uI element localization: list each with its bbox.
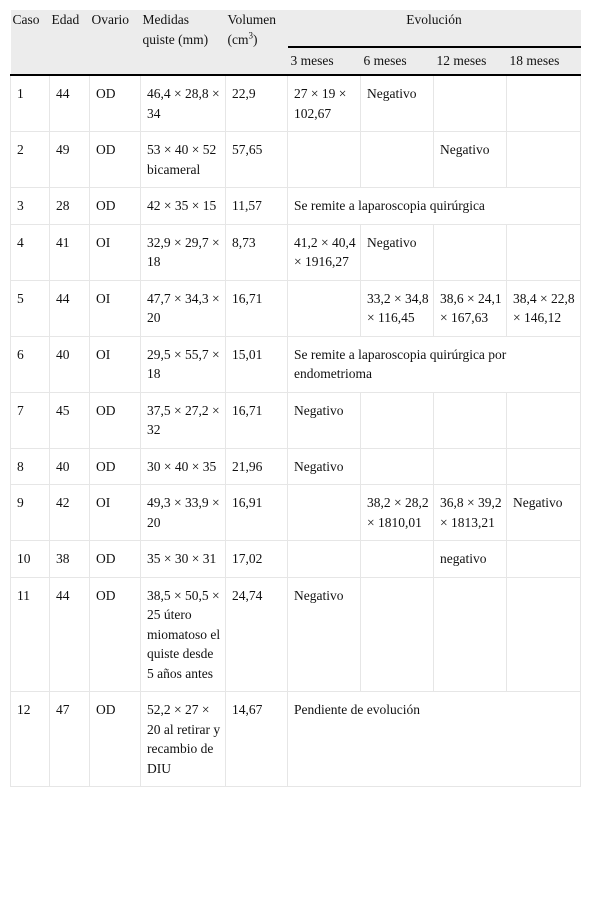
cell-ovario: OD bbox=[90, 188, 141, 225]
cell-m12 bbox=[434, 392, 507, 448]
cell-caso: 1 bbox=[11, 75, 50, 132]
cell-caso: 10 bbox=[11, 541, 50, 578]
header-12-meses: 12 meses bbox=[434, 47, 507, 75]
cell-m6: 33,2 × 34,8 × 116,45 bbox=[361, 280, 434, 336]
cell-m6 bbox=[361, 448, 434, 485]
cell-m18: 38,4 × 22,8 × 146,12 bbox=[507, 280, 581, 336]
cell-m18 bbox=[507, 392, 581, 448]
cell-ovario: OD bbox=[90, 541, 141, 578]
table-row bbox=[11, 541, 581, 578]
cell-ovario: OD bbox=[90, 392, 141, 448]
table-row bbox=[11, 692, 581, 787]
header-volumen-close: ) bbox=[253, 31, 258, 47]
cell-m3: 27 × 19 × 102,67 bbox=[288, 75, 361, 132]
table-row bbox=[11, 485, 581, 541]
cell-ovario: OD bbox=[90, 132, 141, 188]
cell-m18 bbox=[507, 541, 581, 578]
header-volumen-text: Volumen (cm bbox=[227, 12, 277, 47]
cell-caso: 6 bbox=[11, 336, 50, 392]
cell-edad: 28 bbox=[50, 188, 90, 225]
cell-caso: 5 bbox=[11, 280, 50, 336]
cell-medidas: 35 × 30 × 31 bbox=[141, 541, 226, 578]
cell-evolucion-note: Pendiente de evolución bbox=[288, 692, 581, 787]
cell-m3 bbox=[288, 485, 361, 541]
cell-m18 bbox=[507, 577, 581, 692]
cell-ovario: OI bbox=[90, 485, 141, 541]
cell-caso: 12 bbox=[11, 692, 50, 787]
header-3-meses: 3 meses bbox=[288, 47, 361, 75]
cell-evolucion-note: Se remite a laparoscopia quirúrgica por endometrioma bbox=[288, 336, 581, 392]
cell-medidas: 47,7 × 34,3 × 20 bbox=[141, 280, 226, 336]
cell-m6 bbox=[361, 132, 434, 188]
header-18-meses: 18 meses bbox=[507, 47, 581, 75]
cell-edad: 38 bbox=[50, 541, 90, 578]
cell-m6 bbox=[361, 541, 434, 578]
header-volumen bbox=[226, 10, 288, 75]
cell-medidas: 32,9 × 29,7 × 18 bbox=[141, 224, 226, 280]
cell-caso: 2 bbox=[11, 132, 50, 188]
cell-m12: negativo bbox=[434, 541, 507, 578]
cell-medidas: 49,3 × 33,9 × 20 bbox=[141, 485, 226, 541]
cell-m3 bbox=[288, 280, 361, 336]
cyst-evolution-table bbox=[10, 10, 581, 787]
cell-ovario: OD bbox=[90, 577, 141, 692]
cell-caso: 9 bbox=[11, 485, 50, 541]
cell-m6 bbox=[361, 577, 434, 692]
cell-edad: 44 bbox=[50, 75, 90, 132]
header-6-meses: 6 meses bbox=[361, 47, 434, 75]
cell-edad: 40 bbox=[50, 336, 90, 392]
cell-m12: 36,8 × 39,2 × 1813,21 bbox=[434, 485, 507, 541]
cell-caso: 11 bbox=[11, 577, 50, 692]
cell-volumen: 22,9 bbox=[226, 75, 288, 132]
cell-medidas: 46,4 × 28,8 × 34 bbox=[141, 75, 226, 132]
cell-caso: 3 bbox=[11, 188, 50, 225]
cell-m12 bbox=[434, 577, 507, 692]
table-body bbox=[11, 75, 581, 787]
cell-edad: 44 bbox=[50, 577, 90, 692]
table-row bbox=[11, 577, 581, 692]
cell-ovario: OD bbox=[90, 692, 141, 787]
table-row bbox=[11, 280, 581, 336]
cell-m12: 38,6 × 24,1 × 167,63 bbox=[434, 280, 507, 336]
cell-m18 bbox=[507, 448, 581, 485]
cell-volumen: 14,67 bbox=[226, 692, 288, 787]
cell-ovario: OI bbox=[90, 224, 141, 280]
table-row bbox=[11, 448, 581, 485]
cell-m18 bbox=[507, 224, 581, 280]
cell-medidas: 29,5 × 55,7 × 18 bbox=[141, 336, 226, 392]
cell-m6 bbox=[361, 392, 434, 448]
cell-ovario: OD bbox=[90, 448, 141, 485]
cell-m3: 41,2 × 40,4 × 1916,27 bbox=[288, 224, 361, 280]
cell-volumen: 57,65 bbox=[226, 132, 288, 188]
cell-m3 bbox=[288, 541, 361, 578]
cell-volumen: 11,57 bbox=[226, 188, 288, 225]
cell-volumen: 8,73 bbox=[226, 224, 288, 280]
table-row bbox=[11, 75, 581, 132]
cell-m12 bbox=[434, 224, 507, 280]
cell-m12 bbox=[434, 448, 507, 485]
cell-volumen: 24,74 bbox=[226, 577, 288, 692]
cell-medidas: 53 × 40 × 52 bicameral bbox=[141, 132, 226, 188]
cell-m6: 38,2 × 28,2 × 1810,01 bbox=[361, 485, 434, 541]
cell-ovario: OD bbox=[90, 75, 141, 132]
table-row bbox=[11, 188, 581, 225]
cell-volumen: 21,96 bbox=[226, 448, 288, 485]
header-evolucion: Evolución bbox=[288, 10, 581, 47]
cell-m18 bbox=[507, 75, 581, 132]
cell-m3: Negativo bbox=[288, 577, 361, 692]
header-edad: Edad bbox=[50, 10, 90, 75]
cell-m18 bbox=[507, 132, 581, 188]
cell-caso: 8 bbox=[11, 448, 50, 485]
cell-medidas: 52,2 × 27 × 20 al retirar y recambio de DIU bbox=[141, 692, 226, 787]
cell-caso: 4 bbox=[11, 224, 50, 280]
cell-volumen: 15,01 bbox=[226, 336, 288, 392]
table-row bbox=[11, 392, 581, 448]
cell-medidas: 42 × 35 × 15 bbox=[141, 188, 226, 225]
cell-volumen: 16,71 bbox=[226, 280, 288, 336]
cell-m18: Negativo bbox=[507, 485, 581, 541]
header-medidas: Medidas quiste (mm) bbox=[141, 10, 226, 75]
cell-m3: Negativo bbox=[288, 392, 361, 448]
cell-ovario: OI bbox=[90, 336, 141, 392]
cell-edad: 41 bbox=[50, 224, 90, 280]
table-row bbox=[11, 336, 581, 392]
header-volumen-superscript: 3 bbox=[248, 30, 253, 40]
cell-medidas: 37,5 × 27,2 × 32 bbox=[141, 392, 226, 448]
cell-edad: 45 bbox=[50, 392, 90, 448]
cell-m3: Negativo bbox=[288, 448, 361, 485]
cell-edad: 49 bbox=[50, 132, 90, 188]
cell-m12 bbox=[434, 75, 507, 132]
table-row bbox=[11, 132, 581, 188]
table-header bbox=[11, 10, 581, 75]
cell-m12: Negativo bbox=[434, 132, 507, 188]
cell-evolucion-note: Se remite a laparoscopia quirúrgica bbox=[288, 188, 581, 225]
cell-volumen: 16,71 bbox=[226, 392, 288, 448]
cell-m3 bbox=[288, 132, 361, 188]
cell-edad: 42 bbox=[50, 485, 90, 541]
header-caso: Caso bbox=[11, 10, 50, 75]
cell-volumen: 16,91 bbox=[226, 485, 288, 541]
header-ovario: Ovario bbox=[90, 10, 141, 75]
cell-ovario: OI bbox=[90, 280, 141, 336]
cell-caso: 7 bbox=[11, 392, 50, 448]
cell-m6: Negativo bbox=[361, 224, 434, 280]
cell-volumen: 17,02 bbox=[226, 541, 288, 578]
table-row bbox=[11, 224, 581, 280]
cell-medidas: 30 × 40 × 35 bbox=[141, 448, 226, 485]
cell-edad: 40 bbox=[50, 448, 90, 485]
cell-m6: Negativo bbox=[361, 75, 434, 132]
cell-edad: 44 bbox=[50, 280, 90, 336]
cell-medidas: 38,5 × 50,5 × 25 útero miomatoso el quiste desde 5 años antes bbox=[141, 577, 226, 692]
cell-edad: 47 bbox=[50, 692, 90, 787]
